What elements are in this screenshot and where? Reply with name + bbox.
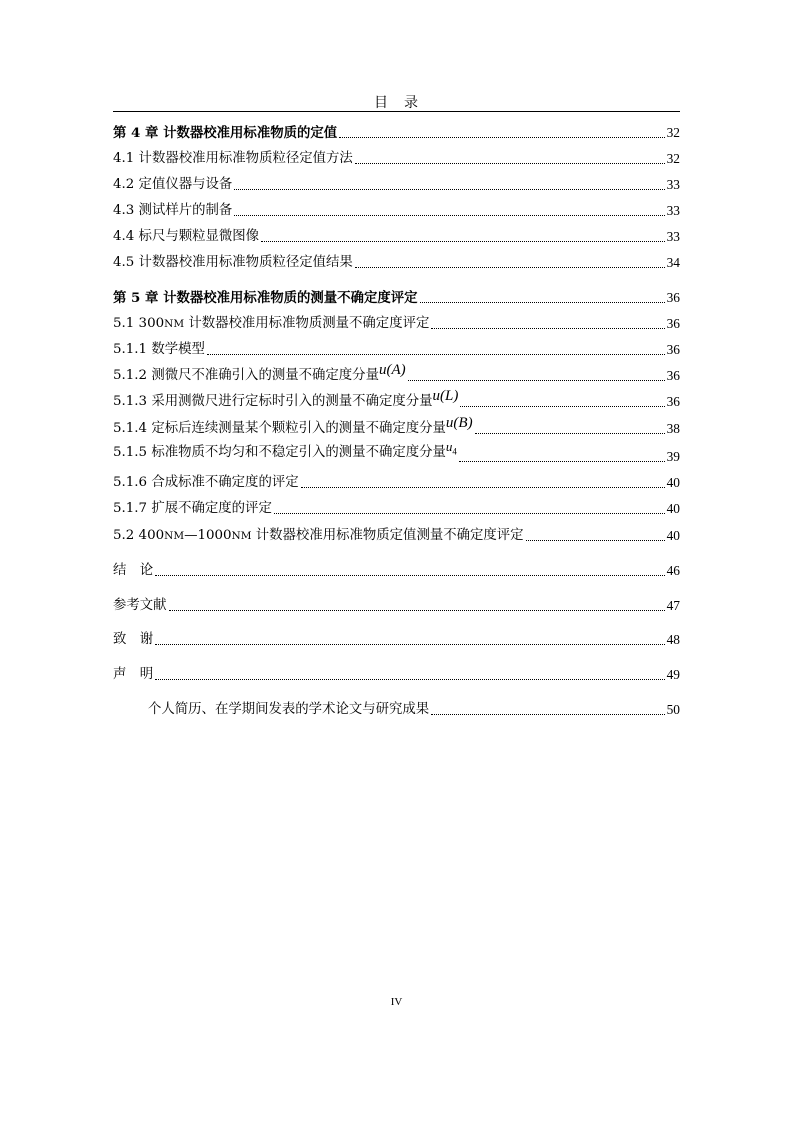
toc-entry-declaration[interactable]: 声 明 49 [113,667,680,682]
toc-entry-4-5[interactable]: 4.5 计数器校准用标准物质粒径定值结果 34 [113,255,680,270]
toc-entry-chapter-4[interactable]: 第 4 章 计数器校准用标准物质的定值 32 [113,125,680,141]
toc-entry-4-1[interactable]: 4.1 计数器校准用标准物质粒径定值方法 32 [113,151,680,166]
toc-entry-chapter-5[interactable]: 第 5 章 计数器校准用标准物质的测量不确定度评定 36 [113,290,680,306]
toc-entry-5-1[interactable]: 5.1 300NM 计数器校准用标准物质测量不确定度评定 36 [113,316,680,331]
toc-entry-4-3[interactable]: 4.3 测试样片的制备 33 [113,203,680,218]
page-number: IV [390,996,403,1008]
toc-entry-acknowledgements[interactable]: 致 谢 48 [113,632,680,647]
math-u-l: u(L) [432,388,459,404]
toc-entry-5-1-1[interactable]: 5.1.1 数学模型 36 [113,342,680,357]
toc-entry-5-1-6[interactable]: 5.1.6 合成标准不确定度的评定 40 [113,475,680,490]
toc-entry-4-4[interactable]: 4.4 标尺与颗粒显微图像 33 [113,229,680,244]
toc-entry-5-1-4[interactable]: 5.1.4 定标后连续测量某个颗粒引入的测量不确定度分量u(B) 38 [113,415,680,436]
toc-entry-5-1-2[interactable]: 5.1.2 测微尺不准确引入的测量不确定度分量u(A) 36 [113,362,680,383]
toc-entry-references[interactable]: 参考文献 47 [113,598,680,613]
toc-entry-5-1-7[interactable]: 5.1.7 扩展不确定度的评定 40 [113,501,680,516]
header-rule [113,111,680,112]
toc-entry-conclusion[interactable]: 结 论 46 [113,563,680,578]
toc-entry-resume[interactable]: 个人简历、在学期间发表的学术论文与研究成果 50 [148,702,680,717]
math-u-b: u(B) [445,415,473,431]
math-u-a: u(A) [378,362,406,378]
page-title: 目 录 [374,95,419,111]
toc-entry-5-1-5[interactable]: 5.1.5 标准物质不均匀和不稳定引入的测量不确定度分量$u_4$ 39 [113,439,680,464]
toc-entry-4-2[interactable]: 4.2 定值仪器与设备 33 [113,177,680,192]
toc-entry-5-1-3[interactable]: 5.1.3 采用测微尺进行定标时引入的测量不确定度分量u(L) 36 [113,388,680,409]
toc-entry-5-2[interactable]: 5.2 400NM—1000NM 计数器校准用标准物质定值测量不确定度评定 40 [113,528,680,543]
math-u4: $u_4$ [445,439,457,457]
